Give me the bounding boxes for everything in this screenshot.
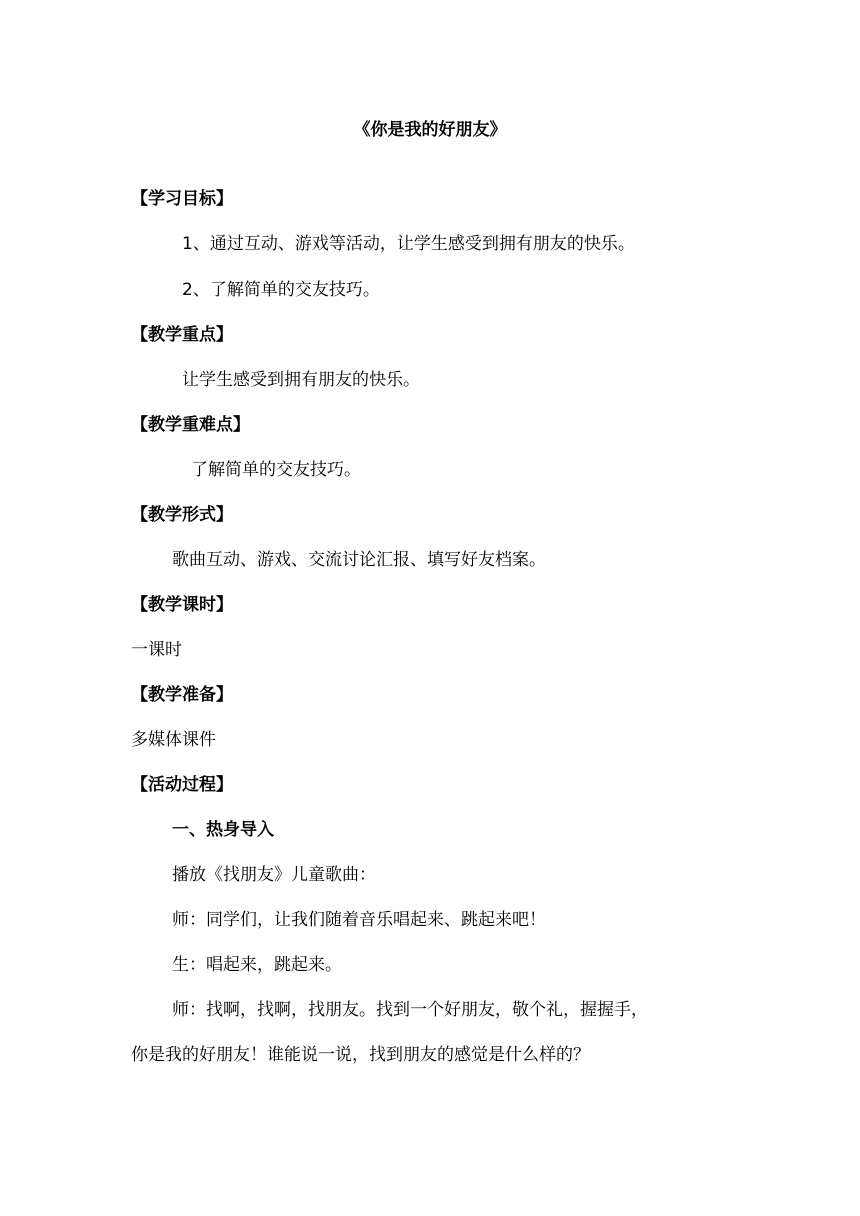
prep-text: 多媒体课件 — [131, 730, 216, 750]
form-text: 歌曲互动、游戏、交流讨论汇报、填写好友档案。 — [172, 550, 546, 570]
goal-2-text: 2、了解简单的交友技巧。 — [182, 280, 380, 300]
step-1-heading: 一、热身导入 — [172, 820, 274, 840]
key-point-heading: 【教学重点】 — [131, 325, 233, 345]
step-1-line-2: 师：同学们，让我们随着音乐唱起来、跳起来吧！ — [172, 910, 546, 930]
hours-heading: 【教学课时】 — [131, 595, 233, 615]
document-title: 《你是我的好朋友》 — [353, 120, 507, 140]
difficulty-text: 了解简单的交友技巧。 — [191, 460, 361, 480]
step-1-line-1: 播放《找朋友》儿童歌曲： — [172, 865, 376, 885]
goal-1-text: 1、通过互动、游戏等活动，让学生感受到拥有朋友的快乐。 — [182, 234, 635, 254]
step-1-line-3: 生：唱起来，跳起来。 — [172, 955, 342, 975]
step-1-line-5: 你是我的好朋友！谁能说一说，找到朋友的感觉是什么样的？ — [131, 1045, 590, 1065]
step-1-line-4: 师：找啊，找啊，找朋友。找到一个好朋友，敬个礼，握握手， — [172, 1000, 648, 1020]
prep-heading: 【教学准备】 — [131, 685, 233, 705]
difficulty-heading: 【教学重难点】 — [131, 415, 250, 435]
key-point-text: 让学生感受到拥有朋友的快乐。 — [182, 370, 420, 390]
goals-heading: 【学习目标】 — [131, 189, 233, 209]
hours-text: 一课时 — [131, 640, 182, 660]
process-heading: 【活动过程】 — [131, 775, 233, 795]
form-heading: 【教学形式】 — [131, 505, 233, 525]
